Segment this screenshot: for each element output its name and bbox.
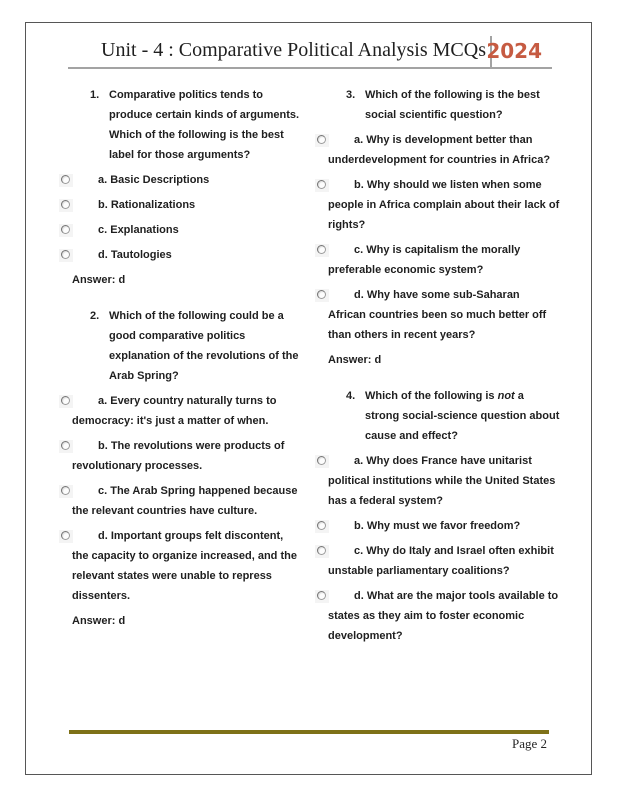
answer-text: Answer: d bbox=[328, 354, 382, 366]
question-number: 2. bbox=[90, 310, 100, 322]
radio-button[interactable] bbox=[315, 179, 329, 192]
option-label: a. Every country naturally turns to democracy: it's just a matter of when. bbox=[72, 395, 277, 427]
answer-option bbox=[72, 170, 300, 190]
radio-button[interactable] bbox=[315, 455, 329, 468]
option-label: a. Basic Descriptions bbox=[98, 174, 210, 186]
answer-option bbox=[72, 220, 300, 240]
answer-option bbox=[72, 436, 300, 476]
radio-button[interactable] bbox=[59, 485, 73, 498]
answer-option bbox=[72, 526, 300, 606]
answer-option bbox=[72, 391, 300, 431]
question bbox=[90, 306, 300, 386]
radio-button[interactable] bbox=[59, 530, 73, 543]
footer-rule bbox=[69, 730, 549, 734]
radio-button[interactable] bbox=[315, 520, 329, 533]
answer-option bbox=[72, 195, 300, 215]
page-frame bbox=[25, 22, 592, 775]
page-title: Unit - 4 : Comparative Political Analysis MCQs bbox=[101, 39, 486, 61]
year-badge: 2024 bbox=[486, 39, 542, 63]
radio-button[interactable] bbox=[315, 244, 329, 257]
option-label: d. Why have some sub-Saharan African countries been so much better off than others in recent years? bbox=[328, 289, 547, 341]
question bbox=[346, 386, 560, 446]
answer-text: Answer: d bbox=[72, 274, 126, 286]
option-label: d. Tautologies bbox=[98, 249, 172, 261]
answer-option bbox=[328, 516, 560, 536]
option-label: a. Why is development better than underdevelopment for countries in Africa? bbox=[328, 134, 551, 166]
answer-option bbox=[328, 130, 560, 170]
option-label: c. Why do Italy and Israel often exhibit unstable parliamentary coalitions? bbox=[328, 545, 554, 577]
answer-option bbox=[328, 285, 560, 345]
radio-button[interactable] bbox=[59, 199, 73, 212]
answer-option bbox=[328, 586, 560, 646]
question-number: 4. bbox=[346, 390, 356, 402]
radio-button[interactable] bbox=[315, 134, 329, 147]
option-label: d. What are the major tools available to states as they aim to foster economic development? bbox=[328, 590, 559, 642]
option-label: b. Rationalizations bbox=[98, 199, 196, 211]
page-number-label: Page 2 bbox=[511, 736, 547, 751]
option-label: b. Why should we listen when some people in Africa complain about their lack of rights? bbox=[328, 179, 560, 231]
question-text: Which of the following is the best social scientific question? bbox=[365, 89, 540, 121]
radio-button[interactable] bbox=[59, 174, 73, 187]
radio-button[interactable] bbox=[59, 395, 73, 408]
option-label: b. Why must we favor freedom? bbox=[354, 520, 521, 532]
questions-column-left bbox=[72, 85, 300, 631]
question-block bbox=[72, 306, 300, 631]
question-text: Which of the following is not a strong social-science question about cause and effect? bbox=[365, 390, 560, 442]
answer-option bbox=[72, 481, 300, 521]
option-label: c. Explanations bbox=[98, 224, 179, 236]
radio-button[interactable] bbox=[315, 590, 329, 603]
answer-option bbox=[328, 451, 560, 511]
option-label: d. Important groups felt discontent, the capacity to organize increased, and the relevant states were unable to repress dissenters. bbox=[72, 530, 297, 602]
question-text: Which of the following could be a good comparative politics explanation of the revolutions of the Arab Spring? bbox=[109, 310, 299, 382]
question bbox=[346, 85, 560, 125]
question-block bbox=[328, 386, 560, 646]
answer-option bbox=[72, 245, 300, 265]
option-label: c. The Arab Spring happened because the relevant countries have culture. bbox=[72, 485, 298, 517]
radio-button[interactable] bbox=[59, 440, 73, 453]
question-number: 3. bbox=[346, 89, 356, 101]
radio-button[interactable] bbox=[315, 545, 329, 558]
option-label: c. Why is capitalism the morally preferable economic system? bbox=[328, 244, 521, 276]
answer-option bbox=[328, 240, 560, 280]
answer-option bbox=[328, 541, 560, 581]
radio-button[interactable] bbox=[59, 224, 73, 237]
radio-button[interactable] bbox=[59, 249, 73, 262]
answer-option bbox=[328, 175, 560, 235]
option-label: a. Why does France have unitarist political institutions while the United States has a federal system? bbox=[328, 455, 556, 507]
question-block bbox=[72, 85, 300, 290]
header-rule bbox=[68, 67, 552, 69]
questions-column-right bbox=[328, 85, 560, 646]
question bbox=[90, 85, 300, 165]
option-label: b. The revolutions were products of revolutionary processes. bbox=[72, 440, 285, 472]
question-text: Comparative politics tends to produce certain kinds of arguments. Which of the following is the best label for those arguments? bbox=[109, 89, 300, 161]
question-block bbox=[328, 85, 560, 370]
radio-button[interactable] bbox=[315, 289, 329, 302]
question-number: 1. bbox=[90, 89, 100, 101]
answer-text: Answer: d bbox=[72, 615, 126, 627]
